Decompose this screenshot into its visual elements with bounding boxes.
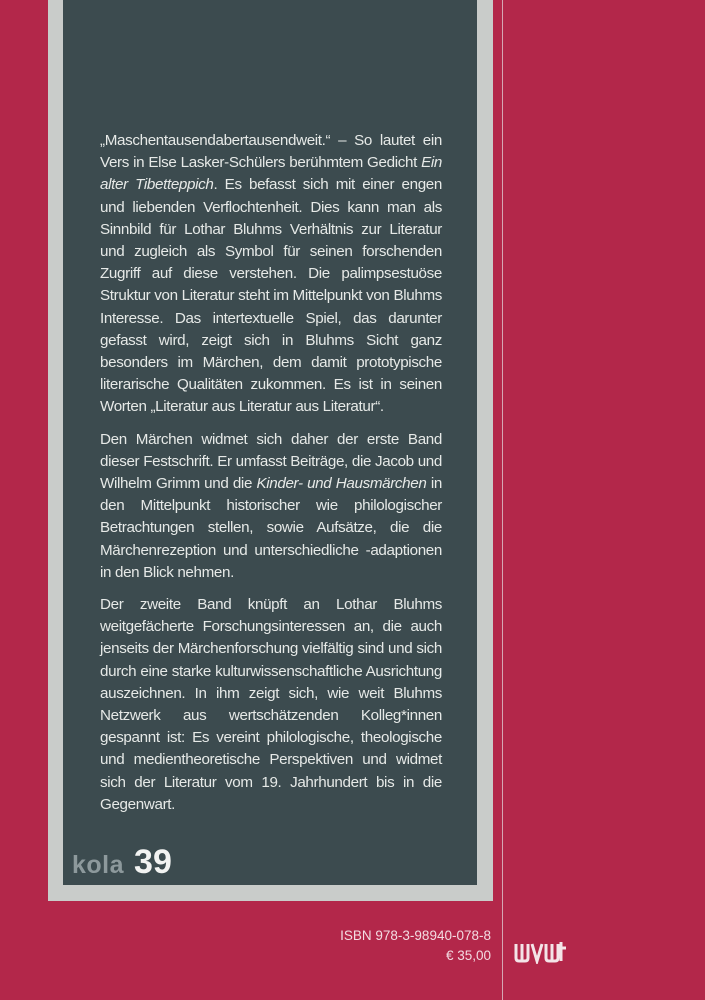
blurb-paragraph-3: Der zweite Band knüpft an Lothar Bluhms weitgefächerte Forschungsinteressen an, die auch jenseits der Märchenforschung vielfältig sind und sich durch eine starke kulturwissenschaftliche Ausrichtung auszeichnen. In ihm zeigt sich, wie weit Bluhms Netzwerk aus wertschätzenden Kolleg*innen gespannt ist: Es vereint philologische, theologische und medientheoretische Perspektiven und widmet sich der Literatur vom 19. Jahrhundert bis in die Gegenwart. — [100, 596, 442, 813]
series-number: 39 — [134, 843, 172, 881]
blurb-paragraph-1 — [100, 130, 442, 419]
blurb-text — [100, 130, 442, 826]
series-label — [72, 843, 172, 885]
paragraph-2-rest: in den Mittelpunkt historischer wie philologischer Betrachtungen stellen, sowie Aufsätze, die die Märchenrezeption und unterschiedliche -adaptionen in den Blick nehmen. — [100, 475, 442, 581]
paragraph-1-start: „Maschentausendabertausendweit.“ – So lautet ein Vers in Else Lasker-Schülers berühmtem Gedicht — [100, 132, 442, 172]
isbn-block — [340, 926, 491, 966]
book-title: Kinder- und Hausmärchen — [256, 475, 427, 493]
isbn-number: ISBN 978-3-98940-078-8 — [340, 928, 491, 943]
wvt-logo-icon — [514, 940, 570, 964]
series-name: kola — [72, 851, 125, 879]
paragraph-2-start: Den Märchen widmet sich daher der erste Band dieser Festschrift. Er umfasst Beiträge, die Jacob und Wilhelm Grimm und die — [100, 430, 442, 493]
spine-divider — [502, 0, 503, 1000]
blurb-paragraph-2 — [100, 429, 442, 584]
paragraph-1-rest: . Es befasst sich mit einer engen und liebenden Verflochtenheit. Dies kann man als Sinnbild für Lothar Bluhms Verhältnis zur Literatur und zugleich als Symbol für seinen forschenden Zugriff auf diese verstehen. Die palimpsestuöse Struktur von Literatur steht im Mittelpunkt von Bluhms Interesse. Das intertextuelle Spiel, das darunter gefasst wird, zeigt sich in Bluhms Sicht ganz besonders im Märchen, dem damit prototypische literarische Qualitäten zukommen. Es ist in seinen Worten „Literatur aus Literatur aus Literatur“. — [100, 176, 442, 416]
price: € 35,00 — [445, 948, 491, 963]
poem-title: Ein alter Tibetteppich — [100, 154, 442, 194]
